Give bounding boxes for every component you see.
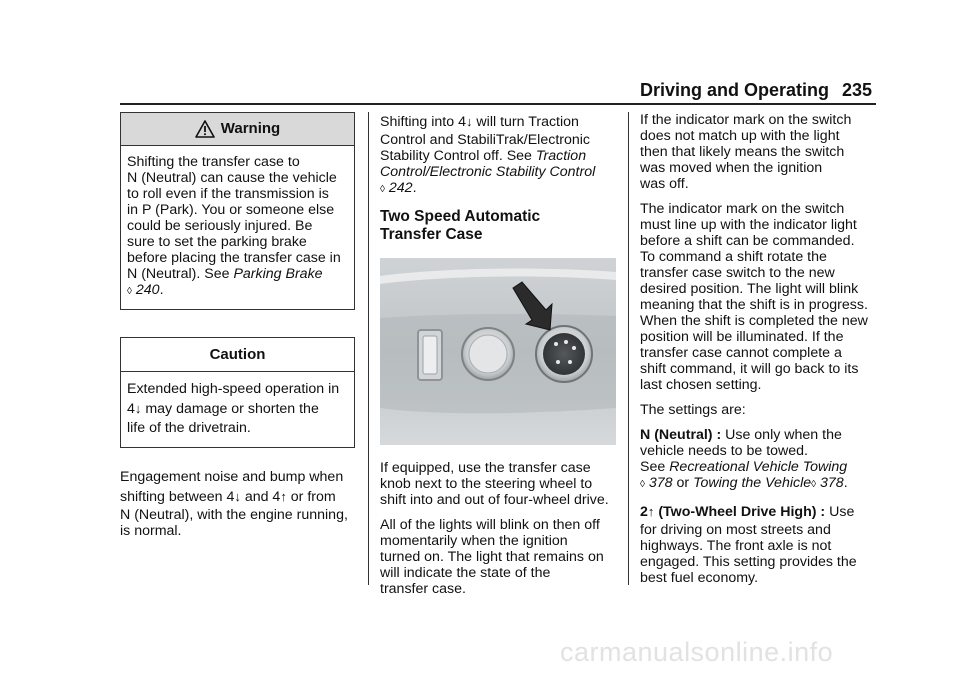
warning-line: to roll even if the transmission is: [127, 186, 329, 202]
paragraph-line: [640, 475, 876, 493]
paragraph-text: shifting between 4: [120, 489, 235, 505]
warning-box: [120, 112, 355, 310]
column-3: [640, 112, 876, 586]
header-rule: [120, 103, 876, 105]
paragraph-line: is normal.: [120, 523, 182, 539]
knob-inner: [469, 335, 507, 373]
towing-vehicle-page-link[interactable]: 378: [820, 475, 844, 491]
arrow-down-icon: ↓: [134, 401, 142, 416]
column-1: [120, 112, 355, 539]
towing-vehicle-link[interactable]: Towing the Vehicle: [693, 475, 812, 491]
page-ref-symbol: ◊: [811, 479, 817, 490]
warning-line: could be seriously injured. Be: [127, 218, 313, 234]
arrow-up-icon: ↑: [280, 489, 287, 504]
paragraph-line: [640, 502, 876, 522]
paragraph-line: transfer case switch to the new: [640, 265, 835, 281]
paragraph-text: and 4: [240, 489, 281, 505]
caution-header: Caution: [121, 338, 354, 372]
indicator-light: [568, 360, 572, 364]
switch-rocker: [423, 336, 437, 374]
caution-4-num: 4: [127, 401, 135, 417]
transfer-knob-dial: [543, 333, 585, 375]
traction-paragraph: [380, 112, 616, 198]
setting-label: 2: [640, 504, 648, 520]
paragraph-line: shift into and out of four-wheel drive.: [380, 492, 609, 508]
shift-paragraph: [640, 201, 876, 393]
warning-line: in P (Park). You or someone else: [127, 202, 335, 218]
setting-label: (Two-Wheel Drive High) :: [654, 504, 830, 520]
paragraph-line: turned on. The light that remains on: [380, 549, 604, 565]
period: .: [843, 475, 848, 491]
indicator-paragraph: [640, 112, 876, 192]
parking-brake-link[interactable]: Parking Brake: [233, 266, 323, 282]
column-divider-2: [628, 112, 629, 585]
caution-body: [121, 372, 354, 447]
paragraph-line: must line up with the indicator light: [640, 217, 857, 233]
equipped-paragraph: [380, 460, 616, 508]
warning-triangle-icon: [195, 120, 215, 138]
paragraph-line: transfer case.: [380, 581, 466, 597]
paragraph-text: Shifting into 4: [380, 114, 466, 130]
period: .: [412, 180, 417, 196]
paragraph-line: If the indicator mark on the switch: [640, 112, 852, 128]
paragraph-line: does not match up with the light: [640, 128, 840, 144]
traction-control-link-cont[interactable]: Control/Electronic Stability Control: [380, 164, 596, 180]
setting-label: N (Neutral) :: [640, 427, 726, 443]
arrow-down-icon: ↓: [234, 489, 241, 504]
paragraph-line: [380, 180, 616, 198]
engagement-paragraph: [120, 468, 355, 539]
setting-neutral: [640, 427, 876, 493]
page-ref-symbol: ◊: [380, 184, 385, 195]
paragraph-text: See: [640, 459, 670, 475]
warning-line: before placing the transfer case in: [127, 250, 341, 266]
warning-header: [121, 113, 354, 146]
caution-line: [127, 399, 348, 419]
paragraph-line: [120, 487, 355, 507]
paragraph-line: desired position. The light will blink: [640, 281, 859, 297]
period: .: [159, 282, 164, 298]
indicator-light: [556, 360, 560, 364]
paragraph-line: All of the lights will blink on then off: [380, 517, 600, 533]
paragraph-line: last chosen setting.: [640, 377, 762, 393]
heading-line: Transfer Case: [380, 226, 483, 243]
paragraph-line: [640, 427, 876, 443]
paragraph-line: will indicate the state of the: [380, 565, 551, 581]
page-ref-symbol: ◊: [640, 479, 645, 490]
section-heading: [380, 208, 616, 244]
paragraph-line: If equipped, use the transfer case: [380, 460, 591, 476]
lights-paragraph: [380, 517, 616, 597]
indicator-light: [564, 340, 568, 344]
paragraph-text: or: [672, 475, 694, 491]
warning-body: [121, 146, 354, 309]
caution-line: Extended high-speed operation in: [127, 381, 340, 397]
arrow-down-icon: ↓: [465, 114, 473, 129]
warning-line: N (Neutral) can cause the vehicle: [127, 170, 337, 186]
paragraph-line: position will be illuminated. If the: [640, 329, 844, 345]
paragraph-line: momentarily when the ignition: [380, 533, 568, 549]
paragraph-text: will turn Traction: [472, 114, 579, 130]
traction-control-link[interactable]: Traction: [535, 148, 587, 164]
column-2: [380, 112, 616, 597]
column-divider-1: [368, 112, 369, 585]
heading-line: Two Speed Automatic: [380, 208, 541, 225]
rv-towing-link[interactable]: Recreational Vehicle Towing: [669, 459, 848, 475]
paragraph-line: knob next to the steering wheel to: [380, 476, 593, 492]
paragraph-line: best fuel economy.: [640, 570, 759, 586]
paragraph-line: When the shift is completed the new: [640, 313, 868, 329]
warning-title: Warning: [220, 120, 281, 137]
page-number: 235: [842, 80, 873, 100]
paragraph-line: before a shift can be commanded.: [640, 233, 855, 249]
paragraph-line: Control and StabiliTrak/Electronic: [380, 132, 591, 148]
indicator-light: [572, 346, 576, 350]
caution-line-text: may damage or shorten the: [141, 401, 319, 417]
warning-line: sure to set the parking brake: [127, 234, 307, 250]
paragraph-line: meaning that the shift is in progress.: [640, 297, 868, 313]
paragraph-line: [380, 148, 616, 164]
paragraph-line: engaged. This setting provides the: [640, 554, 857, 570]
paragraph-line: Engagement noise and bump when: [120, 469, 344, 485]
paragraph-line: was off.: [640, 176, 689, 192]
paragraph-line: [640, 459, 876, 475]
paragraph-line: was moved when the ignition: [640, 160, 823, 176]
warning-line: Shifting the transfer case to: [127, 154, 300, 170]
paragraph-line: transfer case cannot complete a: [640, 345, 842, 361]
paragraph-line: highways. The front axle is not: [640, 538, 832, 554]
paragraph-text: or from: [286, 489, 336, 505]
paragraph-text: Stability Control off. See: [380, 148, 536, 164]
warning-line-text: N (Neutral). See: [127, 266, 234, 282]
page-header-title: Driving and Operating: [640, 80, 830, 100]
page-ref-symbol: ◊: [127, 286, 132, 297]
paragraph-line: [380, 112, 616, 132]
indicator-light: [554, 342, 558, 346]
warning-ref-line: [127, 282, 348, 300]
parking-brake-page-link[interactable]: 240: [135, 282, 160, 298]
setting-two-high: [640, 502, 876, 586]
caution-box: [120, 337, 355, 448]
warning-line: [127, 266, 348, 282]
paragraph-line: N (Neutral), with the engine running,: [120, 507, 348, 523]
paragraph-text: Use only when the: [725, 427, 842, 443]
arrow-up-icon: ↑: [647, 504, 655, 519]
settings-intro: The settings are:: [640, 402, 746, 418]
paragraph-text: Use: [829, 504, 855, 520]
paragraph-line: then that likely means the switch: [640, 144, 845, 160]
paragraph-line: The indicator mark on the switch: [640, 201, 845, 217]
paragraph-line: for driving on most streets and: [640, 522, 831, 538]
rv-towing-page-link[interactable]: 378: [648, 475, 673, 491]
traction-control-page-link[interactable]: 242: [388, 180, 413, 196]
paragraph-line: vehicle needs to be towed.: [640, 443, 808, 459]
caution-line: life of the drivetrain.: [127, 420, 251, 436]
watermark: carmanualsonline.info: [560, 637, 834, 667]
transfer-case-knob-figure: [380, 258, 616, 445]
paragraph-line: To command a shift rotate the: [640, 249, 827, 265]
paragraph-line: shift command, it will go back to its: [640, 361, 859, 377]
